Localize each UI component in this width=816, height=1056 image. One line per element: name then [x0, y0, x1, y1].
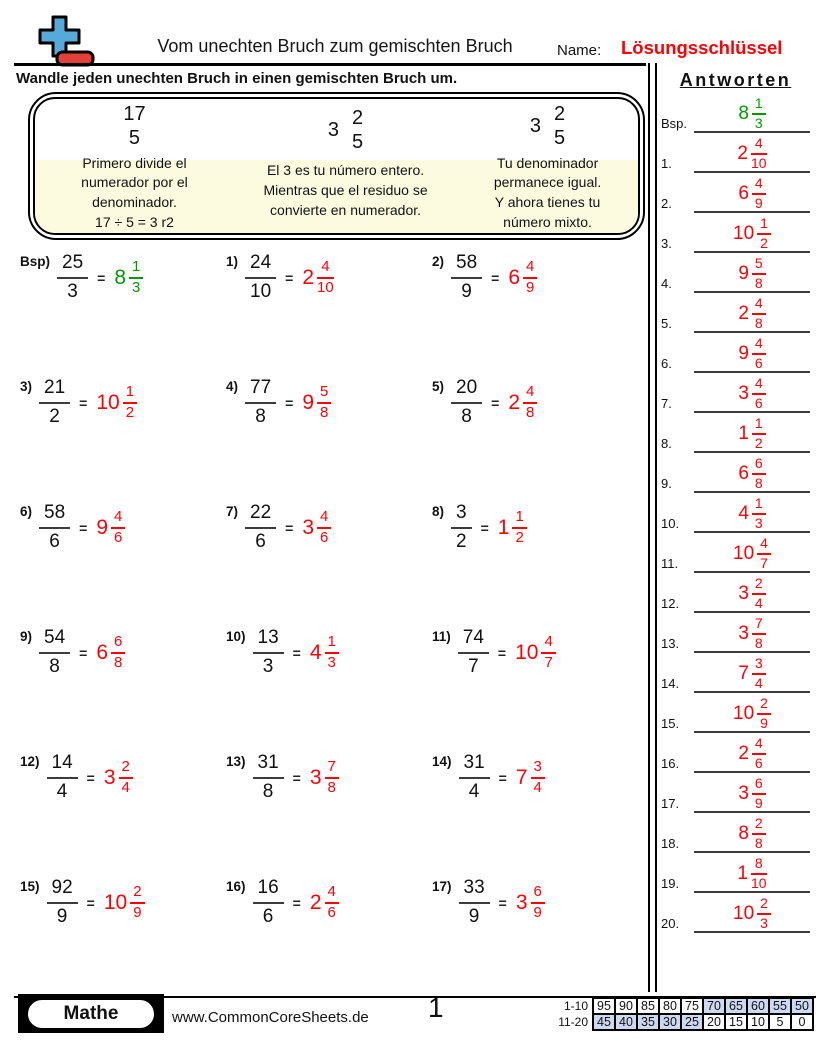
website-url: www.CommonCoreSheets.de — [172, 1009, 369, 1026]
problem-number: 6) — [20, 504, 33, 519]
problem-body — [451, 252, 537, 304]
problem-body — [47, 877, 145, 929]
equals-sign: = — [79, 519, 88, 536]
answer-number: 12. — [661, 596, 680, 611]
answer-number: Bsp. — [661, 116, 688, 131]
equals-sign: = — [79, 644, 88, 661]
improper-fraction: $\frac{54}{8}$ — [39, 627, 70, 679]
answer-blank-line — [694, 133, 810, 173]
problem-item — [224, 246, 430, 371]
score-cell: 20 — [703, 1014, 725, 1030]
mixed-number-answer: 3 7 8 — [310, 759, 339, 796]
equals-sign: = — [498, 894, 507, 911]
equals-sign: = — [292, 894, 301, 911]
problem-body — [451, 502, 527, 554]
problem-body — [253, 627, 339, 679]
equals-sign: = — [292, 769, 301, 786]
score-row — [553, 1014, 813, 1030]
equals-sign: = — [97, 269, 106, 286]
header-divider — [14, 63, 646, 66]
score-cell: 95 — [593, 998, 615, 1014]
example-fraction: 3 2 5 — [529, 102, 566, 149]
problem-number: 11) — [432, 629, 451, 644]
score-cell: 80 — [659, 998, 681, 1014]
example-box — [28, 92, 645, 240]
mixed-number-answer: 10 1 2 — [96, 384, 137, 421]
score-cell: 85 — [637, 998, 659, 1014]
answer-row — [661, 653, 810, 693]
score-cell: 25 — [681, 1014, 703, 1030]
answer-row — [661, 133, 810, 173]
equals-sign: = — [86, 769, 95, 786]
instruction-text: Wandle jeden unechten Bruch in einen gemischten Bruch um. — [16, 70, 458, 87]
score-cell: 50 — [791, 998, 813, 1014]
answers-heading: Antworten — [679, 70, 792, 90]
answer-number: 6. — [661, 356, 672, 371]
score-range-label: 11-20 — [558, 1015, 588, 1029]
improper-fraction: $\frac{22}{6}$ — [245, 502, 276, 554]
example-step — [234, 99, 457, 233]
problem-body — [57, 252, 143, 304]
equals-sign: = — [285, 519, 294, 536]
mixed-number-answer: 4 1 3 — [310, 634, 339, 671]
mixed-number-answer: 6 6 8 — [96, 634, 125, 671]
score-cell: 45 — [593, 1014, 615, 1030]
answer-row — [661, 333, 810, 373]
mixed-number-answer: 6 6 8 — [738, 456, 765, 491]
problem-number: 4) — [226, 379, 239, 394]
problem-number: 10) — [226, 629, 246, 644]
problem-number: 9) — [20, 629, 33, 644]
score-range-label: 1-10 — [563, 999, 588, 1013]
mixed-number-answer: 7 3 4 — [516, 759, 545, 796]
mixed-number-answer: 2 4 10 — [737, 135, 767, 171]
improper-fraction: $\frac{20}{8}$ — [451, 377, 482, 429]
answer-row — [661, 813, 810, 853]
problem-item — [18, 746, 224, 871]
answer-number: 20. — [661, 916, 680, 931]
answer-row — [661, 493, 810, 533]
mixed-number-answer: 2 4 10 — [302, 258, 334, 296]
answer-number: 14. — [661, 676, 680, 691]
answer-row — [661, 173, 810, 213]
problem-body — [253, 752, 339, 804]
answer-number: 18. — [661, 836, 680, 851]
equals-sign: = — [86, 894, 95, 911]
improper-fraction: $\frac{24}{10}$ — [245, 252, 276, 304]
improper-fraction: $\frac{58}{6}$ — [39, 502, 70, 554]
equals-sign: = — [292, 644, 301, 661]
answer-row — [661, 733, 810, 773]
answer-number: 8. — [661, 436, 672, 451]
answer-row — [661, 213, 810, 253]
problem-item — [18, 246, 224, 371]
problem-item — [430, 621, 646, 746]
mixed-number-answer: 10 4 7 — [515, 634, 556, 671]
problem-body — [39, 627, 125, 679]
mixed-number-answer: 9 4 6 — [738, 336, 765, 371]
problem-item — [430, 246, 646, 371]
sidebar-divider — [648, 63, 657, 992]
mixed-number-answer: 8 2 8 — [738, 816, 765, 851]
equals-sign: = — [498, 769, 507, 786]
score-cell: 30 — [659, 1014, 681, 1030]
mixed-number-answer: 9 4 6 — [96, 509, 125, 546]
problem-item — [224, 871, 430, 996]
answer-number: 2. — [661, 196, 672, 211]
mixed-number-answer: 8 1 3 — [114, 259, 143, 296]
problem-number: 7) — [226, 504, 239, 519]
page-title: Vom unechten Bruch zum gemischten Bruch — [157, 36, 513, 56]
problem-item — [224, 371, 430, 496]
problem-body — [459, 877, 545, 929]
mixed-number-answer: 10 2 3 — [733, 896, 771, 931]
problem-body — [39, 502, 125, 554]
problem-item — [430, 371, 646, 496]
problem-number: 5) — [432, 379, 445, 394]
improper-fraction: $\frac{3}{2}$ — [451, 502, 472, 554]
mixed-number-answer: 9 5 8 — [738, 256, 765, 291]
improper-fraction: $\frac{31}{4}$ — [459, 752, 490, 804]
mixed-number-answer: 3 4 6 — [738, 376, 765, 411]
problem-number: 8) — [432, 504, 445, 519]
improper-fraction: $\frac{21}{2}$ — [39, 377, 70, 429]
answer-blank-line — [694, 533, 810, 573]
improper-fraction: $\frac{14}{4}$ — [47, 752, 78, 804]
problem-body — [459, 752, 545, 804]
score-cell: 15 — [725, 1014, 747, 1030]
problem-body — [458, 627, 556, 679]
problem-number: 14) — [432, 754, 452, 769]
answer-row — [661, 93, 810, 133]
equals-sign: = — [285, 269, 294, 286]
score-cell: 65 — [725, 998, 747, 1014]
score-cell: 40 — [615, 1014, 637, 1030]
answer-blank-line — [694, 613, 810, 653]
problem-body — [47, 752, 133, 804]
mixed-number-answer: 3 4 6 — [302, 509, 331, 546]
problems-grid — [18, 246, 646, 996]
answer-blank-line — [694, 893, 810, 933]
improper-fraction: $\frac{77}{8}$ — [245, 377, 276, 429]
example-fraction: 3 2 5 — [327, 106, 364, 153]
mixed-number-answer: 6 4 9 — [508, 259, 537, 296]
mixed-number-answer: 8 1 3 — [738, 96, 765, 131]
problem-item — [18, 371, 224, 496]
improper-fraction: $\frac{33}{9}$ — [459, 877, 490, 929]
problem-item — [224, 746, 430, 871]
answer-number: 19. — [661, 876, 680, 891]
mixed-number-answer: 3 2 4 — [738, 576, 765, 611]
example-step-text: Primero divide el numerador por el denominador. 17 ÷ 5 = 3 r2 — [81, 154, 188, 231]
improper-fraction: $\frac{31}{8}$ — [253, 752, 284, 804]
answer-number: 4. — [661, 276, 672, 291]
problem-number: 2) — [432, 254, 445, 269]
mixed-number-answer: 9 5 8 — [302, 384, 331, 421]
equals-sign: = — [285, 394, 294, 411]
example-whole-number: 3 — [529, 114, 542, 137]
answer-blank-line — [694, 253, 810, 293]
equals-sign: = — [497, 644, 507, 661]
improper-fraction: $\frac{16}{6}$ — [253, 877, 284, 929]
answer-row — [661, 533, 810, 573]
improper-fraction: $\frac{92}{9}$ — [47, 877, 78, 929]
problem-item — [18, 871, 224, 996]
score-table — [553, 997, 814, 1031]
score-cell: 10 — [747, 1014, 769, 1030]
answer-key-label: Lösungsschlüssel — [621, 37, 783, 58]
answer-blank-line — [694, 293, 810, 333]
mixed-number-answer: 3 7 8 — [738, 616, 765, 651]
name-label: Name: — [557, 42, 602, 59]
answer-blank-line — [694, 813, 810, 853]
score-cell: 90 — [615, 998, 637, 1014]
improper-fraction: $\frac{25}{3}$ — [57, 252, 88, 304]
score-cell: 70 — [703, 998, 725, 1014]
problem-body — [245, 252, 334, 304]
answer-blank-line — [694, 213, 810, 253]
problem-number: 16) — [226, 879, 246, 894]
equals-sign: = — [79, 394, 88, 411]
mixed-number-answer: 10 2 9 — [104, 884, 145, 921]
problem-number: 12) — [20, 754, 40, 769]
answer-row — [661, 773, 810, 813]
mixed-number-answer: 3 6 9 — [738, 776, 765, 811]
answer-row — [661, 613, 810, 653]
score-cell: 0 — [791, 1014, 813, 1030]
answer-number: 9. — [661, 476, 672, 491]
problem-item — [430, 746, 646, 871]
answer-blank-line — [694, 733, 810, 773]
answer-row — [661, 453, 810, 493]
equals-sign: = — [491, 269, 500, 286]
equals-sign: = — [480, 519, 489, 536]
answer-row — [661, 253, 810, 293]
answer-row — [661, 293, 810, 333]
answer-blank-line — [694, 653, 810, 693]
problem-body — [245, 502, 331, 554]
problem-item — [18, 496, 224, 621]
answer-blank-line — [694, 173, 810, 213]
equals-sign: = — [491, 394, 500, 411]
example-step-text: El 3 es tu número entero. Mientras que el residuo se convierte en numerador. — [263, 162, 428, 218]
answer-row — [661, 693, 810, 733]
score-cell: 5 — [769, 1014, 791, 1030]
answer-blank-line — [694, 573, 810, 613]
answer-number: 15. — [661, 716, 680, 731]
score-cell: 60 — [747, 998, 769, 1014]
answer-number: 13. — [661, 636, 680, 651]
example-fraction: 17 5 — [123, 102, 146, 149]
mixed-number-answer: 1 1 2 — [498, 509, 527, 546]
mixed-number-answer: 2 4 6 — [310, 884, 339, 921]
answer-blank-line — [694, 853, 810, 893]
score-cell: 35 — [637, 1014, 659, 1030]
answer-blank-line — [694, 373, 810, 413]
problem-number: 1) — [226, 254, 239, 269]
answer-row — [661, 373, 810, 413]
score-cell: 55 — [769, 998, 791, 1014]
answer-number: 5. — [661, 316, 672, 331]
problem-body — [39, 377, 137, 429]
mixed-number-answer: 10 2 9 — [733, 696, 771, 731]
answers-sidebar — [661, 66, 810, 933]
problem-item — [224, 496, 430, 621]
answer-number: 1. — [661, 156, 672, 171]
answer-row — [661, 853, 810, 893]
problem-body — [451, 377, 537, 429]
mixed-number-answer: 3 2 4 — [104, 759, 133, 796]
problem-item — [18, 621, 224, 746]
answer-number: 17. — [661, 796, 680, 811]
brand-logo: Mathe — [26, 998, 156, 1030]
answer-blank-line — [694, 93, 810, 133]
answer-blank-line — [694, 453, 810, 493]
page-number: 1 — [428, 992, 444, 1023]
answer-number: 11. — [661, 556, 679, 571]
answer-blank-line — [694, 693, 810, 733]
problem-number: 15) — [20, 879, 40, 894]
answer-blank-line — [694, 333, 810, 373]
answer-blank-line — [694, 773, 810, 813]
mixed-number-answer: 10 4 7 — [733, 536, 771, 571]
problem-item — [430, 496, 646, 621]
mixed-number-answer: 2 4 6 — [738, 736, 765, 771]
mixed-number-answer: 6 4 9 — [738, 176, 765, 211]
mixed-number-answer: 1 1 2 — [738, 416, 765, 451]
example-steps — [35, 99, 638, 233]
example-whole-number: 3 — [327, 118, 340, 141]
answer-row — [661, 573, 810, 613]
brand-bar — [18, 994, 164, 1033]
improper-fraction: $\frac{13}{3}$ — [253, 627, 284, 679]
problem-number: 13) — [226, 754, 246, 769]
mixed-number-answer: 2 4 8 — [738, 296, 765, 331]
answer-blank-line — [694, 413, 810, 453]
problem-body — [245, 377, 331, 429]
answer-row — [661, 413, 810, 453]
problem-number: Bsp) — [20, 254, 50, 269]
mixed-number-answer: 2 4 8 — [508, 384, 537, 421]
answer-number: 10. — [661, 516, 680, 531]
problem-item — [430, 871, 646, 996]
problem-body — [253, 877, 339, 929]
answer-number: 16. — [661, 756, 680, 771]
mixed-number-answer: 3 6 9 — [516, 884, 545, 921]
answer-blank-line — [694, 493, 810, 533]
answer-number: 3. — [661, 236, 672, 251]
mixed-number-answer: 4 1 3 — [738, 496, 765, 531]
score-cell: 75 — [681, 998, 703, 1014]
improper-fraction: $\frac{74}{7}$ — [458, 627, 489, 679]
problem-number: 3) — [20, 379, 33, 394]
mixed-number-answer: 1 8 10 — [737, 855, 767, 891]
mixed-number-answer: 7 3 4 — [738, 656, 765, 691]
score-row — [553, 998, 813, 1014]
example-box-inner — [33, 97, 640, 235]
example-step — [35, 99, 234, 233]
improper-fraction: $\frac{58}{9}$ — [451, 252, 482, 304]
answer-number: 7. — [661, 396, 672, 411]
answer-row — [661, 893, 810, 933]
mixed-number-answer: 10 1 2 — [733, 216, 771, 251]
problem-item — [224, 621, 430, 746]
answers-list — [661, 93, 810, 933]
problem-number: 17) — [432, 879, 452, 894]
example-step — [457, 99, 638, 233]
example-step-text: Tu denominador permanece igual. Y ahora tienes tu número mixto. — [493, 154, 602, 231]
